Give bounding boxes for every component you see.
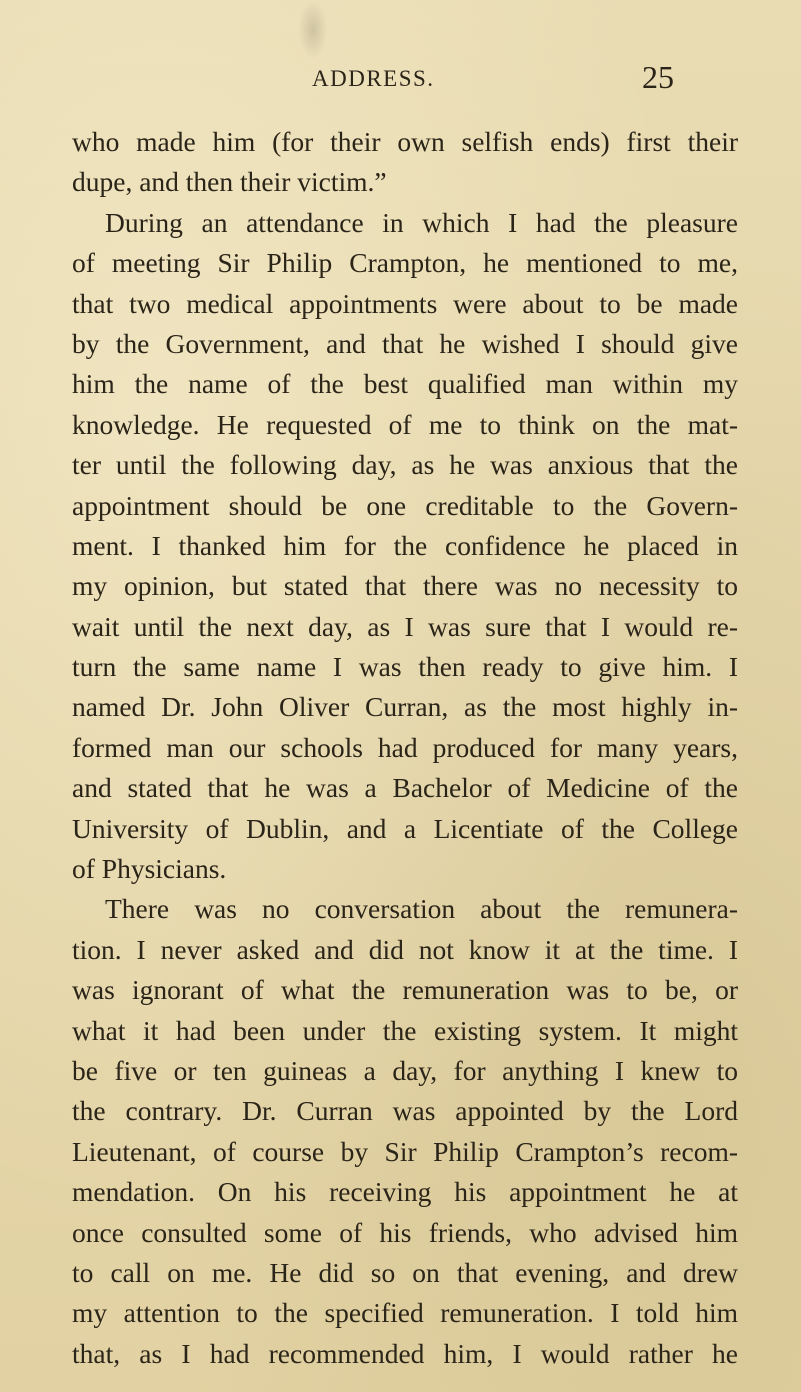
page-header [0,59,801,104]
text-line: formed man our schools had produced for many years, [72,731,738,763]
text-line: knowledge. He requested of me to think on the mat- [72,408,738,440]
text-line: of Physicians. [72,853,227,885]
text-line: ter until the following day, as he was anxious that the [72,449,738,481]
body-text [72,122,738,1374]
text-line: to call on me. He did so on that evening, and drew [72,1256,738,1288]
text-line: my opinion, but stated that there was no necessity to [72,570,738,602]
text-line: mendation. On his receiving his appointment he at [72,1176,738,1208]
text-line: my attention to the specified remuneration. I told him [72,1297,738,1329]
text-line: tion. I never asked and did not know it at the time. I [72,933,738,965]
text-line: that, as I had recommended him, I would rather he [72,1337,738,1369]
text-line: by the Government, and that he wished I should give [72,327,738,359]
page-number: 25 [642,59,674,95]
text-line: University of Dublin, and a Licentiate of the College [72,812,738,844]
text-line: that two medical appointments were about to be made [72,287,738,319]
text-line: During an attendance in which I had the pleasure [105,206,738,238]
text-line: what it had been under the existing system. It might [72,1014,738,1046]
text-line: once consulted some of his friends, who advised him [72,1216,738,1248]
text-line: wait until the next day, as I was sure that I would re- [72,610,738,642]
text-line: There was no conversation about the remunera- [105,893,738,925]
text-line: who made him (for their own selfish ends) first their [72,126,738,157]
running-head: ADDRESS. [312,66,435,91]
text-line: appointment should be one creditable to the Govern- [72,489,738,521]
text-line: the contrary. Dr. Curran was appointed by the Lord [72,1095,738,1127]
text-line: him the name of the best qualified man within my [72,368,738,400]
page-smudge [298,0,328,60]
text-line: ment. I thanked him for the confidence he placed in [72,529,738,561]
text-line: be five or ten guineas a day, for anything I knew to [72,1054,738,1086]
text-line: of meeting Sir Philip Crampton, he mentioned to me, [72,247,738,279]
text-line: was ignorant of what the remuneration was to be, or [72,974,738,1006]
text-line: Lieutenant, of course by Sir Philip Crampton’s recom- [72,1135,738,1167]
text-line: and stated that he was a Bachelor of Medicine of the [72,772,738,804]
text-line: turn the same name I was then ready to give him. I [72,651,738,683]
text-line: dupe, and then their victim.” [72,166,387,198]
text-line: named Dr. John Oliver Curran, as the most highly in- [72,691,738,723]
